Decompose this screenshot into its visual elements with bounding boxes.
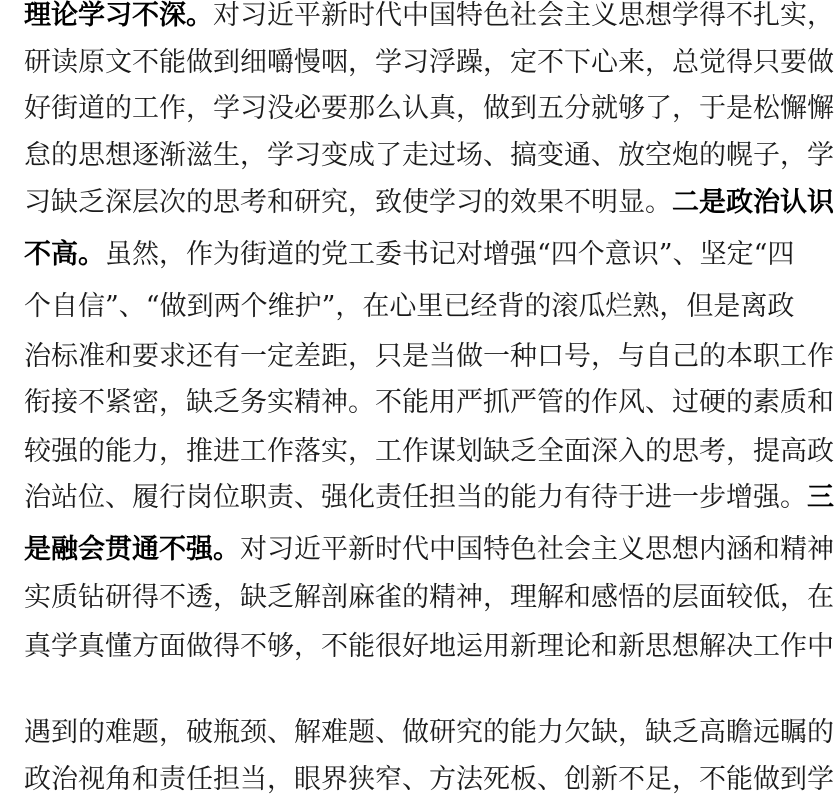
body-text: 实质钻研得不透，缺乏解剖麻雀的精神，理解和感悟的层面较低，在 — [24, 582, 834, 613]
body-text: 怠的思想逐渐滋生，学习变成了走过场、搞变通、放空炮的幌子，学 — [24, 140, 834, 171]
bold-heading: 是融会贯通不强。 — [24, 534, 240, 565]
text-line — [24, 534, 834, 566]
text-line — [24, 140, 834, 172]
body-text: 对习近平新时代中国特色社会主义思想内涵和精神 — [240, 534, 834, 565]
bold-heading: 二是政治认识 — [672, 187, 834, 218]
text-line — [24, 47, 834, 79]
body-text: 政治视角和责任担当，眼界狭窄、方法死板、创新不足，不能做到学 — [24, 764, 834, 795]
body-text: 对习近平新时代中国特色社会主义思想学得不扎实， — [213, 0, 834, 31]
text-line — [24, 482, 834, 514]
body-text: 真学真懂方面做得不够，不能很好地运用新理论和新思想解决工作中 — [24, 631, 834, 662]
text-line — [24, 631, 834, 663]
text-line — [24, 291, 795, 323]
body-text: 习缺乏深层次的思考和研究，致使学习的效果不明显。 — [24, 187, 672, 218]
text-line — [24, 341, 834, 373]
text-line — [24, 764, 834, 796]
text-line — [24, 387, 834, 419]
bold-heading: 理论学习不深。 — [24, 0, 213, 31]
body-text: 好街道的工作，学习没必要那么认真，做到五分就够了，于是松懈懈 — [24, 93, 834, 124]
text-line — [24, 0, 834, 32]
bold-heading: 不高。 — [24, 239, 105, 270]
body-text: 衔接不紧密，缺乏务实精神。不能用严抓严管的作风、过硬的素质和 — [24, 387, 834, 418]
body-text: 治站位、履行岗位职责、强化责任担当的能力有待于进一步增强。 — [24, 482, 807, 513]
bold-heading: 三 — [807, 482, 834, 513]
text-line — [24, 239, 795, 271]
body-text: 研读原文不能做到细嚼慢咽，学习浮躁，定不下心来，总觉得只要做 — [24, 47, 834, 78]
text-line — [24, 582, 834, 614]
body-text: 遇到的难题，破瓶颈、解难题、做研究的能力欠缺，缺乏高瞻远瞩的 — [24, 717, 834, 748]
text-line — [24, 717, 834, 749]
body-text: 个自信”、“做到两个维护”，在心里已经背的滚瓜烂熟，但是离政 — [24, 291, 795, 322]
body-text: 较强的能力，推进工作落实，工作谋划缺乏全面深入的思考，提高政 — [24, 436, 834, 467]
body-text: 治标准和要求还有一定差距，只是当做一种口号，与自己的本职工作 — [24, 341, 834, 372]
text-line — [24, 436, 834, 468]
body-text: 虽然，作为街道的党工委书记对增强“四个意识”、坚定“四 — [105, 239, 795, 270]
text-line — [24, 187, 834, 219]
text-line — [24, 93, 834, 125]
